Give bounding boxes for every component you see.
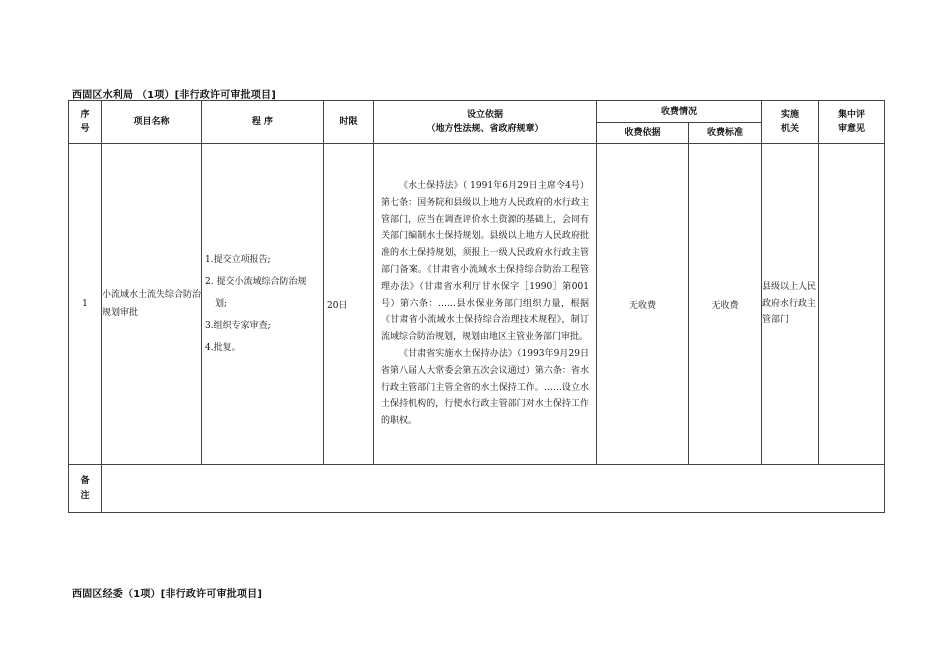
cell-basis bbox=[374, 144, 597, 465]
notes-label bbox=[69, 465, 102, 513]
cell-impl: 县级以上人民政府水行政主管部门 bbox=[762, 144, 819, 465]
basis-paragraph: 《甘肃省实施水土保持办法》（1993年9月29日省第八届人大常委会第五次会议通过）第六条：省水行政主管部门主管全省的水土保持工作。……设立水土保持机构的，行使水行政主管部门对水土保持工作的职权。 bbox=[381, 348, 589, 427]
step-item: 3.组织专家审查; bbox=[205, 321, 271, 331]
step-item: 划; bbox=[215, 299, 228, 309]
header-fee-basis: 收费依据 bbox=[597, 123, 689, 144]
header-impl-line2: 机关 bbox=[781, 124, 800, 134]
header-basis bbox=[374, 101, 597, 144]
header-procedure: 程 序 bbox=[202, 101, 324, 144]
step-item: 1.提交立项报告; bbox=[205, 255, 271, 265]
cell-fee-basis: 无收费 bbox=[597, 144, 689, 465]
notes-label-line2: 注 bbox=[80, 490, 90, 501]
notes-label-line1: 备 bbox=[80, 475, 90, 486]
section-title: 西固区水利局 （1项）[非行政许可审批项目] bbox=[72, 90, 276, 101]
cell-seq: 1 bbox=[69, 144, 102, 465]
basis-paragraph: 《水土保持法》（ 1991年6月29日主席令4号）第七条：国务院和县级以上地方人民政府的水行政主管部门，应当在调查评价水土资源的基础上，会同有关部门编制水土保持规划。县级以上地方人民政府批准的水土保持规划，须报上一级人民政府水行政主管部门备案。《甘肃省小流域水土保持综合防治工程管理办法》（甘肃省水利厅甘水保字［1990］第001号）第六条：……县水保业务部门组织力量，根据《甘肃省小流域水土保持综合治理技术规程》，制订流域综合防治规划，规划由地区主管业务部门审批。 bbox=[381, 181, 589, 343]
notes-content bbox=[102, 465, 885, 513]
header-basis-line2: （地方性法规、省政府规章） bbox=[426, 124, 544, 134]
header-basis-line1: 设立依据 bbox=[466, 110, 503, 120]
cell-name: 小流域水土流失综合防治规划审批 bbox=[102, 144, 202, 465]
cell-review bbox=[819, 144, 885, 465]
header-review-line1: 集中评 bbox=[838, 110, 866, 120]
notes-row bbox=[69, 465, 885, 513]
table-row bbox=[69, 144, 885, 465]
header-impl bbox=[762, 101, 819, 144]
cell-time-limit: 20日 bbox=[324, 144, 374, 465]
cell-steps bbox=[202, 144, 324, 465]
cell-fee-standard: 无收费 bbox=[689, 144, 762, 465]
header-review-line2: 审意见 bbox=[838, 124, 866, 134]
step-item: 4.批复。 bbox=[205, 343, 241, 353]
header-seq bbox=[69, 101, 102, 144]
section-title: 西固区经委（1项）[非行政许可审批项目] bbox=[72, 589, 263, 600]
header-seq-line1: 序 bbox=[80, 110, 90, 120]
header-fee-standard: 收费标准 bbox=[689, 123, 762, 144]
header-impl-line1: 实施 bbox=[781, 110, 800, 120]
step-item: 2. 提交小流域综合防治规 bbox=[205, 277, 307, 287]
header-name: 项目名称 bbox=[102, 101, 202, 144]
approval-items-table bbox=[68, 100, 885, 513]
header-review bbox=[819, 101, 885, 144]
header-seq-line2: 号 bbox=[80, 124, 90, 134]
header-fee: 收费情况 bbox=[597, 101, 762, 123]
header-time-limit: 时限 bbox=[324, 101, 374, 144]
